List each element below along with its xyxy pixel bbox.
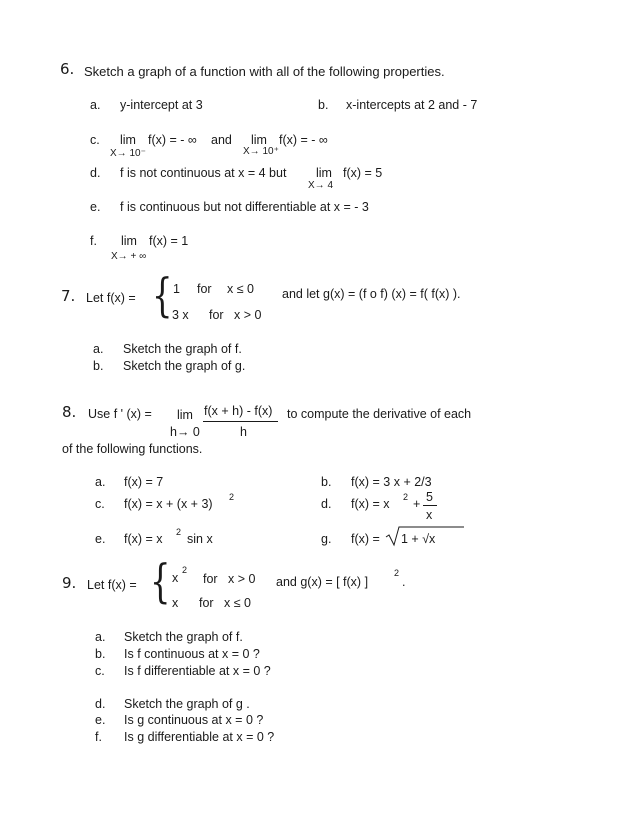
p7-case1-for: for	[197, 282, 212, 296]
p8-g-label: g.	[321, 532, 332, 546]
p6-d-lim: lim	[316, 166, 332, 180]
p8-d-label: d.	[321, 497, 332, 511]
p8-a-label: a.	[95, 475, 106, 489]
p6-f-label: f.	[90, 234, 97, 248]
p6-c-and: and	[211, 133, 232, 147]
p8-c-label: c.	[95, 497, 105, 511]
p7-and-let: and let g(x) = (f o f) (x) = f( f(x) ).	[282, 287, 461, 301]
p9-c-text: Is f differentiable at x = 0 ?	[124, 664, 271, 678]
p8-c-exp: 2	[229, 492, 235, 502]
p9-f-text: Is g differentiable at x = 0 ?	[124, 730, 275, 744]
p7-case1-cond: x ≤ 0	[227, 282, 255, 296]
p7-brace: {	[152, 268, 173, 322]
p9-f-label: f.	[95, 730, 102, 744]
p8-d-den: x	[426, 508, 433, 522]
p6-c-sub1: X→ 10⁻	[110, 148, 146, 159]
p6-d-text: f is not continuous at x = 4 but	[120, 166, 287, 180]
p6-d-sub: X→ 4	[308, 180, 334, 191]
p8-denominator: h	[240, 425, 247, 439]
problem-6-number: 6.	[60, 60, 75, 78]
p9-case1-cond: x > 0	[228, 572, 256, 586]
p7-a-label: a.	[93, 342, 104, 356]
p9-g-end: .	[402, 575, 406, 589]
p7-case2-cond: x > 0	[234, 308, 262, 322]
p9-case2-cond: x ≤ 0	[224, 596, 252, 610]
p9-a-text: Sketch the graph of f.	[124, 630, 243, 644]
p6-c-f2: f(x) = - ∞	[279, 133, 328, 147]
p8-e-rest: sin x	[187, 532, 213, 546]
p9-let: Let f(x) =	[87, 578, 137, 592]
p8-d-fraction-bar	[423, 505, 437, 506]
p8-lim: lim	[177, 408, 193, 422]
p6-a-label: a.	[90, 98, 101, 112]
p9-and-g: and g(x) = [ f(x) ]	[276, 575, 369, 589]
p8-d-exp: 2	[403, 492, 409, 502]
p6-a-text: y-intercept at 3	[120, 98, 203, 112]
p9-e-label: e.	[95, 713, 106, 727]
p9-case2-val: x	[172, 596, 179, 610]
p9-b-label: b.	[95, 647, 106, 661]
p9-case1-val: x	[172, 571, 179, 585]
p9-case1-for: for	[203, 572, 218, 586]
p9-a-label: a.	[95, 630, 106, 644]
p8-e-text: f(x) = x	[124, 532, 163, 546]
p6-f-f: f(x) = 1	[149, 234, 189, 248]
problem-8-number: 8.	[62, 403, 77, 421]
p7-case2-for: for	[209, 308, 224, 322]
p8-a-text: f(x) = 7	[124, 475, 164, 489]
p6-c-sub2: X→ 10⁺	[243, 146, 279, 157]
p8-rest1: to compute the derivative of each	[287, 407, 472, 421]
p8-fraction-bar	[203, 421, 278, 422]
p8-b-text: f(x) = 3 x + 2/3	[351, 475, 432, 489]
p9-c-label: c.	[95, 664, 105, 678]
p7-let: Let f(x) =	[86, 291, 136, 305]
p8-b-label: b.	[321, 475, 332, 489]
p6-f-sub: X→ + ∞	[111, 251, 147, 262]
p7-a-text: Sketch the graph of f.	[123, 342, 242, 356]
p8-d-plus: +	[413, 497, 421, 511]
p9-d-label: d.	[95, 697, 106, 711]
p9-e-text: Is g continuous at x = 0 ?	[124, 713, 264, 727]
p8-g-rad: 1 + √x	[401, 532, 436, 546]
p7-case1-val: 1	[173, 282, 180, 296]
p8-use: Use f ' (x) =	[88, 407, 152, 421]
p8-d-text: f(x) = x	[351, 497, 390, 511]
p8-d-num: 5	[426, 490, 433, 504]
p9-brace: {	[150, 554, 171, 608]
p8-c-text: f(x) = x + (x + 3)	[124, 497, 213, 511]
p6-c-lim2: lim	[251, 133, 267, 147]
p8-rest2: of the following functions.	[62, 442, 203, 456]
problem-6-title: Sketch a graph of a function with all of the following properties.	[84, 64, 445, 79]
p6-b-label: b.	[318, 98, 329, 112]
p6-e-label: e.	[90, 200, 101, 214]
p8-e-exp: 2	[176, 527, 182, 537]
p8-g-text: f(x) =	[351, 532, 380, 546]
p8-e-label: e.	[95, 532, 106, 546]
p6-d-f: f(x) = 5	[343, 166, 383, 180]
p9-b-text: Is f continuous at x = 0 ?	[124, 647, 260, 661]
p7-b-text: Sketch the graph of g.	[123, 359, 246, 373]
p6-f-lim: lim	[121, 234, 137, 248]
p8-numerator: f(x + h) - f(x)	[204, 404, 273, 418]
p9-case1-exp: 2	[182, 565, 188, 575]
p9-case2-for: for	[199, 596, 214, 610]
p9-d-text: Sketch the graph of g .	[124, 697, 250, 711]
problem-7-number: 7.	[61, 287, 76, 305]
p6-d-label: d.	[90, 166, 101, 180]
p7-case2-val: 3 x	[172, 308, 189, 322]
p7-b-label: b.	[93, 359, 104, 373]
p6-c-f1: f(x) = - ∞	[148, 133, 197, 147]
p8-sub: h→ 0	[170, 425, 200, 439]
p6-e-text: f is continuous but not differentiable at x = - 3	[120, 200, 369, 214]
p6-c-lim1: lim	[120, 133, 136, 147]
problem-9-number: 9.	[62, 574, 77, 592]
p6-c-label: c.	[90, 133, 100, 147]
p6-b-text: x-intercepts at 2 and - 7	[346, 98, 478, 112]
p9-g-exp: 2	[394, 568, 400, 578]
